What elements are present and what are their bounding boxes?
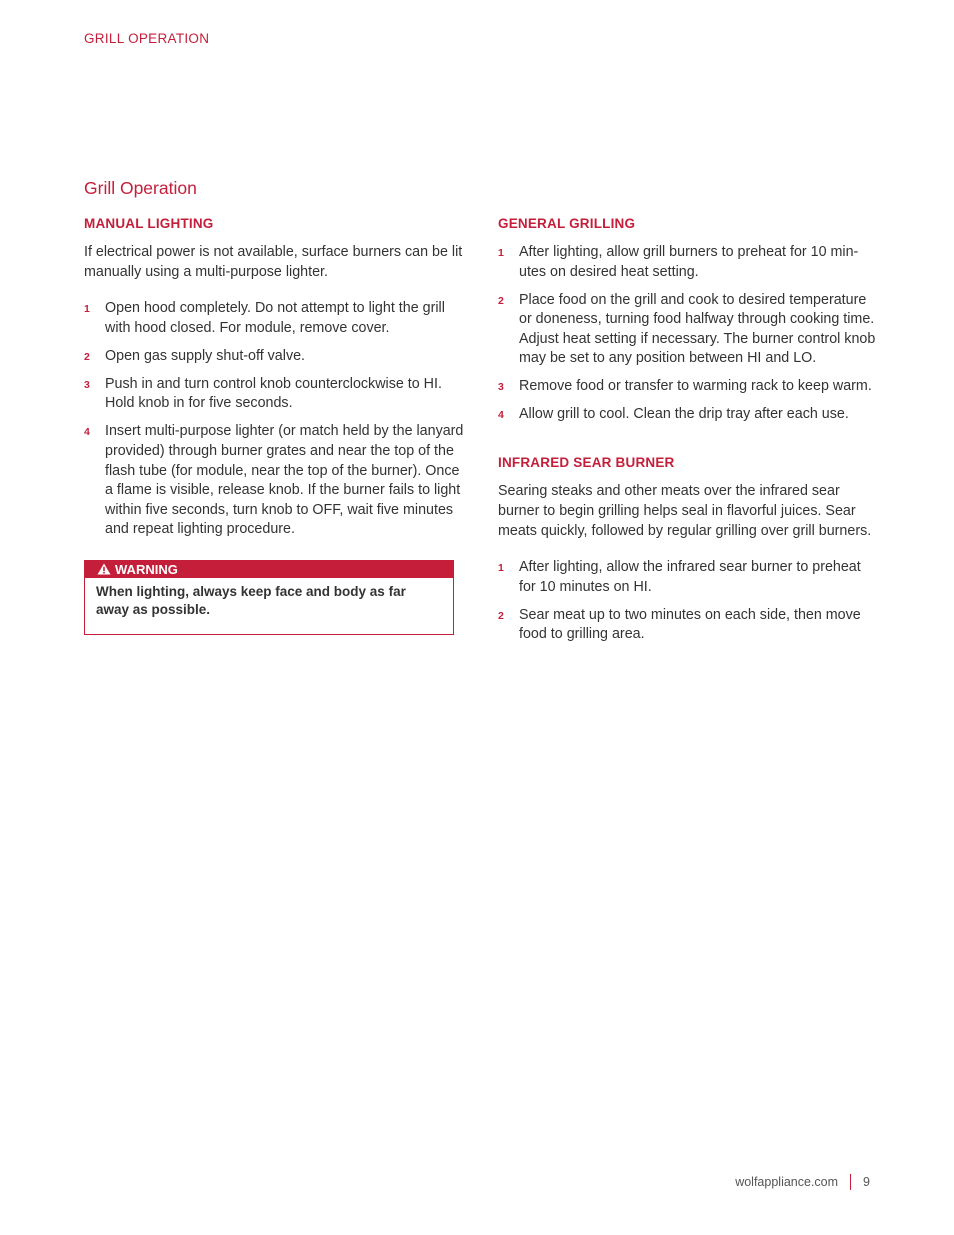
- step-number: 4: [84, 426, 90, 439]
- step-number: 1: [498, 247, 504, 259]
- list-item: [498, 243, 878, 282]
- step-number: 2: [84, 350, 90, 363]
- page-footer: [735, 1174, 870, 1190]
- step-text: After lighting, allow grill burners to preheat for 10 min-utes on desired heat setting.: [519, 244, 859, 280]
- step-text: Remove food or transfer to warming rack to keep warm.: [519, 378, 872, 395]
- step-text: Allow grill to cool. Clean the drip tray after each use.: [519, 406, 849, 423]
- warning-triangle-icon: [97, 563, 111, 575]
- list-item: [498, 377, 878, 397]
- list-item: [84, 347, 464, 367]
- list-item: [498, 405, 878, 425]
- warning-label: WARNING: [115, 561, 178, 577]
- infrared-steps: [498, 558, 878, 645]
- warning-box: [84, 560, 454, 635]
- step-text: Place food on the grill and cook to desired temperature or doneness, turning food halfway through cooking time. Adjust heat setting if necessary. The burner control knob may be set to any position between HI and LO.: [519, 291, 876, 367]
- left-column: [84, 214, 464, 635]
- step-text: Open gas supply shut-off valve.: [105, 347, 306, 364]
- running-header: GRILL OPERATION: [84, 31, 210, 46]
- section-heading-manual-lighting: MANUAL LIGHTING: [84, 216, 214, 231]
- manual-lighting-steps: [84, 299, 464, 540]
- step-number: 4: [498, 409, 504, 422]
- step-number: 2: [498, 294, 504, 307]
- general-grilling-steps: [498, 243, 878, 425]
- section-heading-infrared-sear-burner: INFRARED SEAR BURNER: [498, 455, 675, 471]
- step-text: After lighting, allow the infrared sear burner to preheat for 10 minutes on HI.: [519, 559, 861, 595]
- list-item: [498, 558, 878, 597]
- page-title: Grill Operation: [84, 178, 197, 198]
- step-text: Sear meat up to two minutes on each side, then move food to grilling area.: [519, 606, 861, 643]
- page-number: 9: [863, 1175, 870, 1189]
- step-number: 1: [84, 303, 90, 316]
- list-item: [84, 299, 464, 338]
- list-item: [84, 422, 464, 540]
- step-text: Open hood completely. Do not attempt to light the grill with hood closed. For module, remove cover.: [105, 300, 445, 336]
- infrared-intro: Searing steaks and other meats over the infrared sear burner to begin grilling helps seal in flavorful juices. Sear meats quickly, followed by regular grilling over grill burners.: [498, 483, 872, 539]
- right-column: [498, 214, 878, 653]
- footer-website: wolfappliance.com: [735, 1175, 839, 1189]
- list-item: [84, 375, 464, 414]
- step-text: Push in and turn control knob counterclockwise to HI. Hold knob in for five seconds.: [105, 375, 442, 412]
- section-heading-general-grilling: GENERAL GRILLING: [498, 216, 636, 231]
- step-text: Insert multi-purpose lighter (or match held by the lanyard provided) through burner grates and near the top of the flash tube (for module, near the top of the burner). Once a flame is visible, release knob. If the burner fails to light within five seconds, turn knob to OFF, wait five minutes and repeat lighting procedure.: [105, 423, 464, 538]
- manual-lighting-intro: If electrical power is not available, surface burners can be lit manually using a multi-purpose lighter.: [84, 244, 463, 280]
- step-number: 3: [84, 378, 90, 391]
- list-item: [498, 291, 878, 369]
- step-number: 1: [498, 562, 504, 575]
- step-number: 2: [498, 609, 504, 622]
- step-number: 3: [498, 381, 504, 394]
- warning-text: When lighting, always keep face and body as far away as possible.: [96, 583, 406, 618]
- warning-header: [85, 561, 453, 578]
- footer-divider: [850, 1174, 851, 1190]
- list-item: [498, 606, 878, 645]
